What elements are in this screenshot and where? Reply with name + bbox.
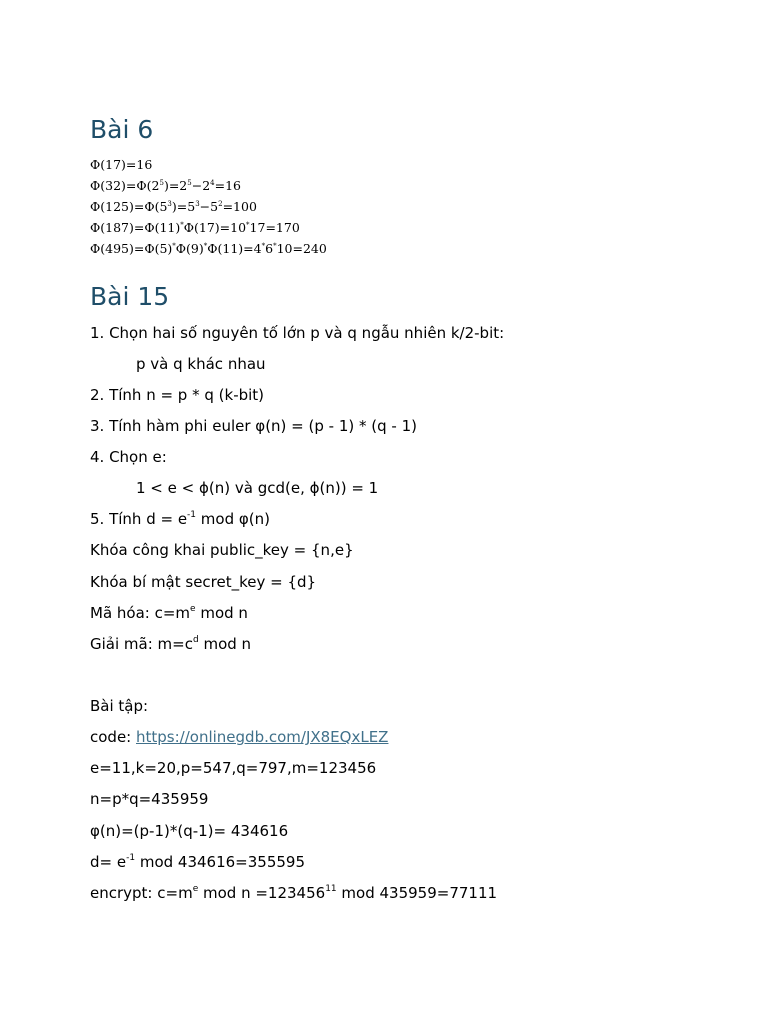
d-line-text: d= e xyxy=(90,853,127,871)
phi-line-5-text: Φ(495)=Φ(5) xyxy=(90,241,173,256)
encrypt-line-text: mod 435959=77111 xyxy=(336,884,498,902)
superscript: * xyxy=(261,242,266,250)
phi-n-line: φ(n)=(p-1)*(q-1)= 434616 xyxy=(90,822,289,840)
phi-line-2 xyxy=(90,178,241,194)
phi-line-4-text: Φ(17)=10 xyxy=(183,220,247,235)
phi-line-5 xyxy=(90,241,327,257)
phi-line-2-text: Φ(32)=Φ(2 xyxy=(90,178,160,193)
step-1: 1. Chọn hai số nguyên tố lớn p và q ngẫu nhiên k/2-bit: xyxy=(90,324,505,342)
superscript: 5 xyxy=(159,179,164,187)
step-5 xyxy=(90,509,270,529)
decrypt-formula xyxy=(90,634,251,654)
step-2: 2. Tính n = p * q (k-bit) xyxy=(90,386,265,404)
superscript: e xyxy=(190,604,196,614)
superscript: 11 xyxy=(325,884,337,894)
superscript: 4 xyxy=(210,179,215,187)
step-5-text: 5. Tính d = e xyxy=(90,510,188,528)
step-4: 4. Chọn e: xyxy=(90,448,167,466)
superscript: * xyxy=(273,242,277,250)
phi-line-3 xyxy=(90,199,257,215)
d-line-text: mod 434616=355595 xyxy=(135,853,306,871)
superscript: 3 xyxy=(195,200,200,208)
code-label: code: xyxy=(90,728,136,746)
step-1-detail: p và q khác nhau xyxy=(136,355,266,373)
superscript: * xyxy=(180,221,184,229)
phi-line-4-text: 17=170 xyxy=(249,220,300,235)
superscript: 3 xyxy=(167,200,172,208)
phi-line-2-text: )=2 xyxy=(163,178,188,193)
encrypt-line-text: mod n =123456 xyxy=(198,884,326,902)
encrypt-formula-text: Mã hóa: c=m xyxy=(90,604,191,622)
phi-line-5-text: 6 xyxy=(265,241,274,256)
secret-key-line: Khóa bí mật secret_key = {d} xyxy=(90,573,317,591)
phi-line-5-text: 10=240 xyxy=(276,241,327,256)
superscript: -1 xyxy=(126,853,136,863)
encrypt-line xyxy=(90,883,497,903)
phi-line-3-text: )=5 xyxy=(171,199,196,214)
phi-line-3-text: =100 xyxy=(222,199,257,214)
heading-bai-15: Bài 15 xyxy=(90,282,170,311)
decrypt-formula-text: Giải mã: m=c xyxy=(90,635,193,653)
encrypt-line-text: encrypt: c=m xyxy=(90,884,193,902)
encrypt-formula-text: mod n xyxy=(195,604,248,622)
superscript: * xyxy=(246,221,250,229)
superscript: 5 xyxy=(187,179,192,187)
superscript: 2 xyxy=(218,200,223,208)
code-link[interactable]: https://onlinegdb.com/JX8EQxLEZ xyxy=(136,728,389,746)
superscript: e xyxy=(192,884,199,894)
phi-line-3-text: Φ(125)=Φ(5 xyxy=(90,199,168,214)
phi-line-4 xyxy=(90,220,300,236)
phi-line-1 xyxy=(90,157,152,173)
exercise-label: Bài tập: xyxy=(90,697,149,715)
phi-line-5-text: Φ(11)=4 xyxy=(207,241,262,256)
decrypt-formula-text: mod n xyxy=(198,635,252,653)
n-line: n=p*q=435959 xyxy=(90,790,209,808)
superscript: * xyxy=(172,242,176,250)
d-line xyxy=(90,852,305,872)
superscript: d xyxy=(192,635,199,645)
phi-line-4-text: Φ(187)=Φ(11) xyxy=(90,220,181,235)
phi-line-5-text: Φ(9) xyxy=(175,241,204,256)
heading-bai-6: Bài 6 xyxy=(90,115,154,144)
superscript: * xyxy=(203,242,208,250)
public-key-line: Khóa công khai public_key = {n,e} xyxy=(90,541,354,559)
superscript: -1 xyxy=(187,510,197,520)
encrypt-formula xyxy=(90,603,248,623)
phi-line-2-text: −2 xyxy=(191,178,211,193)
step-3: 3. Tính hàm phi euler φ(n) = (p - 1) * (q - 1) xyxy=(90,417,417,435)
step-4-detail: 1 < e < ϕ(n) và gcd(e, ϕ(n)) = 1 xyxy=(136,479,379,497)
code-line xyxy=(90,727,388,747)
phi-line-1-text: Φ(17)=16 xyxy=(90,157,153,172)
phi-line-2-text: =16 xyxy=(214,178,242,193)
step-5-text: mod φ(n) xyxy=(196,510,270,528)
phi-line-3-text: −5 xyxy=(199,199,219,214)
params-line: e=11,k=20,p=547,q=797,m=123456 xyxy=(90,759,377,777)
